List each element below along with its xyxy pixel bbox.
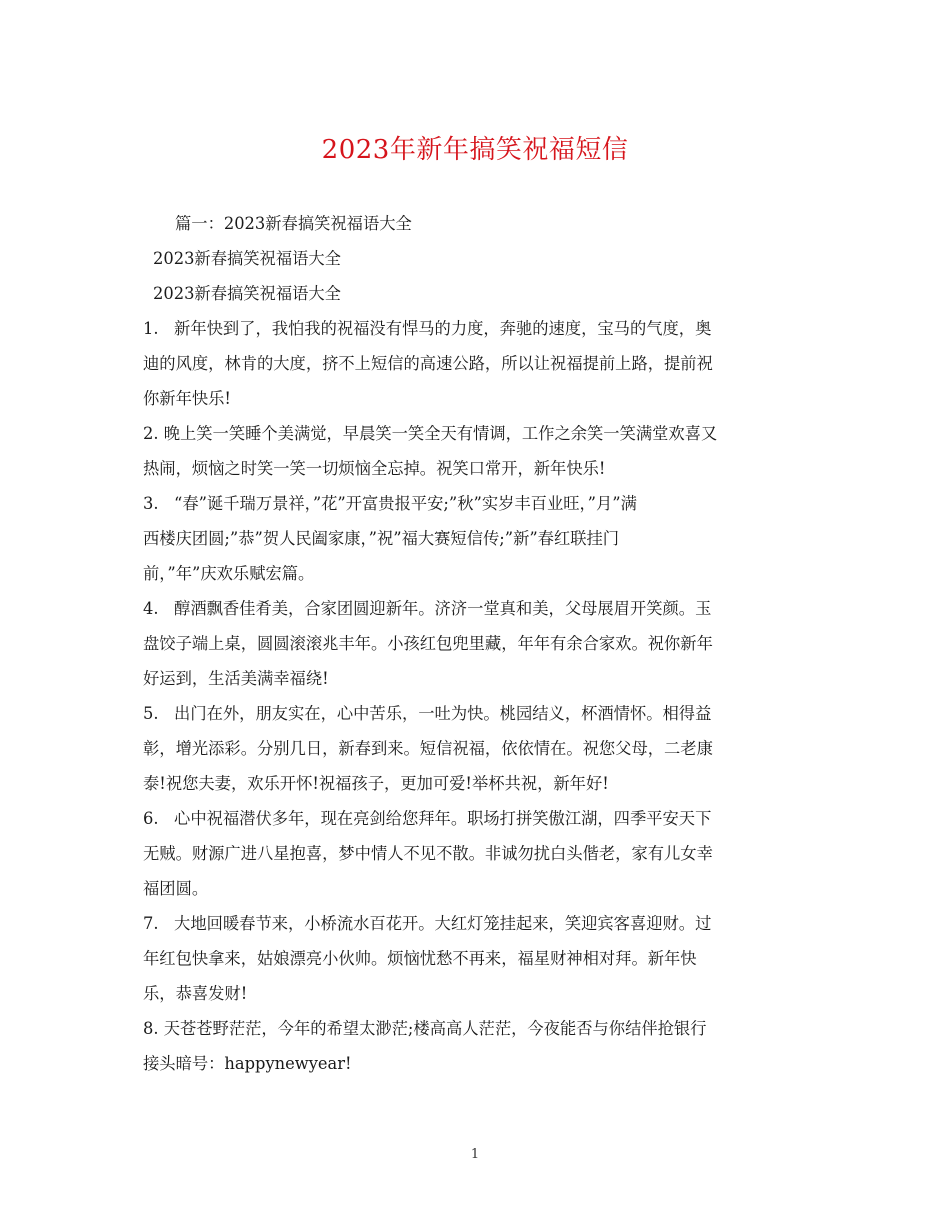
text-line: 彰，增光添彩。分别几日，新春到来。短信祝福，依依情在。祝您父母，二老康 [143,739,713,758]
text-line: 8. 天苍苍野茫茫，今年的希望太渺茫;楼高高人茫茫，今夜能否与你结伴抢银行 [143,1019,707,1038]
text-line: 热闹，烦恼之时笑一笑一切烦恼全忘掉。祝笑口常开，新年快乐! [143,459,606,478]
text-line: 2. 晚上笑一笑睡个美满觉，早晨笑一笑全天有情调，工作之余笑一笑满堂欢喜又 [143,424,718,443]
text-line: 1. 新年快到了，我怕我的祝福没有悍马的力度，奔驰的速度，宝马的气度，奥 [143,319,712,338]
text-line: 5. 出门在外，朋友实在，心中苦乐，一吐为快。桃园结义，杯酒情怀。相得益 [143,704,712,723]
text-line: 接头暗号：happynewyear! [143,1054,352,1073]
text-line: 前，”年”庆欢乐赋宏篇。 [143,564,315,583]
text-line: 福团圆。 [143,879,209,898]
text-line: 7. 大地回暖春节来，小桥流水百花开。大红灯笼挂起来，笑迎宾客喜迎财。过 [143,914,712,933]
text-line: 乐，恭喜发财! [143,984,248,1003]
page-number: 1 [470,1147,480,1162]
text-line: 6. 心中祝福潜伏多年，现在亮剑给您拜年。职场打拼笑傲江湖，四季平安天下 [143,809,712,828]
text-line: 年红包快拿来，姑娘漂亮小伙帅。烦恼忧愁不再来，福星财神相对拜。新年快 [143,949,697,968]
text-line: 你新年快乐! [143,389,231,408]
text-line: 4. 醇酒飘香佳肴美，合家团圆迎新年。济济一堂真和美，父母展眉开笑颜。玉 [143,599,712,618]
text-line: 好运到，生活美满幸福绕! [143,669,329,688]
text-line: 西楼庆团圆;”恭”贺人民阖家康，”祝”福大赛短信传;”新”春红联挂门 [143,529,620,548]
text-line: 3. “春”诞千瑞万景祥，”花”开富贵报平安;”秋”实岁丰百业旺，”月”满 [143,494,637,513]
document-title: 2023年新年搞笑祝福短信 [321,135,629,165]
text-line: 迪的风度，林肯的大度，挤不上短信的高速公路，所以让祝福提前上路，提前祝 [143,354,713,373]
document-body [143,206,809,1081]
text-line: 泰!祝您夫妻，欢乐开怀!祝福孩子，更加可爱!举杯共祝，新年好! [143,774,609,793]
text-line: 盘饺子端上桌，圆圆滚滚兆丰年。小孩红包兜里藏，年年有余合家欢。祝你新年 [143,634,713,653]
sub-heading: 2023新春搞笑祝福语大全 [153,284,341,303]
text-line: 无贼。财源广进八星抱喜，梦中情人不见不散。非诚勿扰白头偕老，家有儿女幸 [143,844,713,863]
section-heading: 篇一：2023新春搞笑祝福语大全 [175,214,412,233]
sub-heading: 2023新春搞笑祝福语大全 [153,249,341,268]
